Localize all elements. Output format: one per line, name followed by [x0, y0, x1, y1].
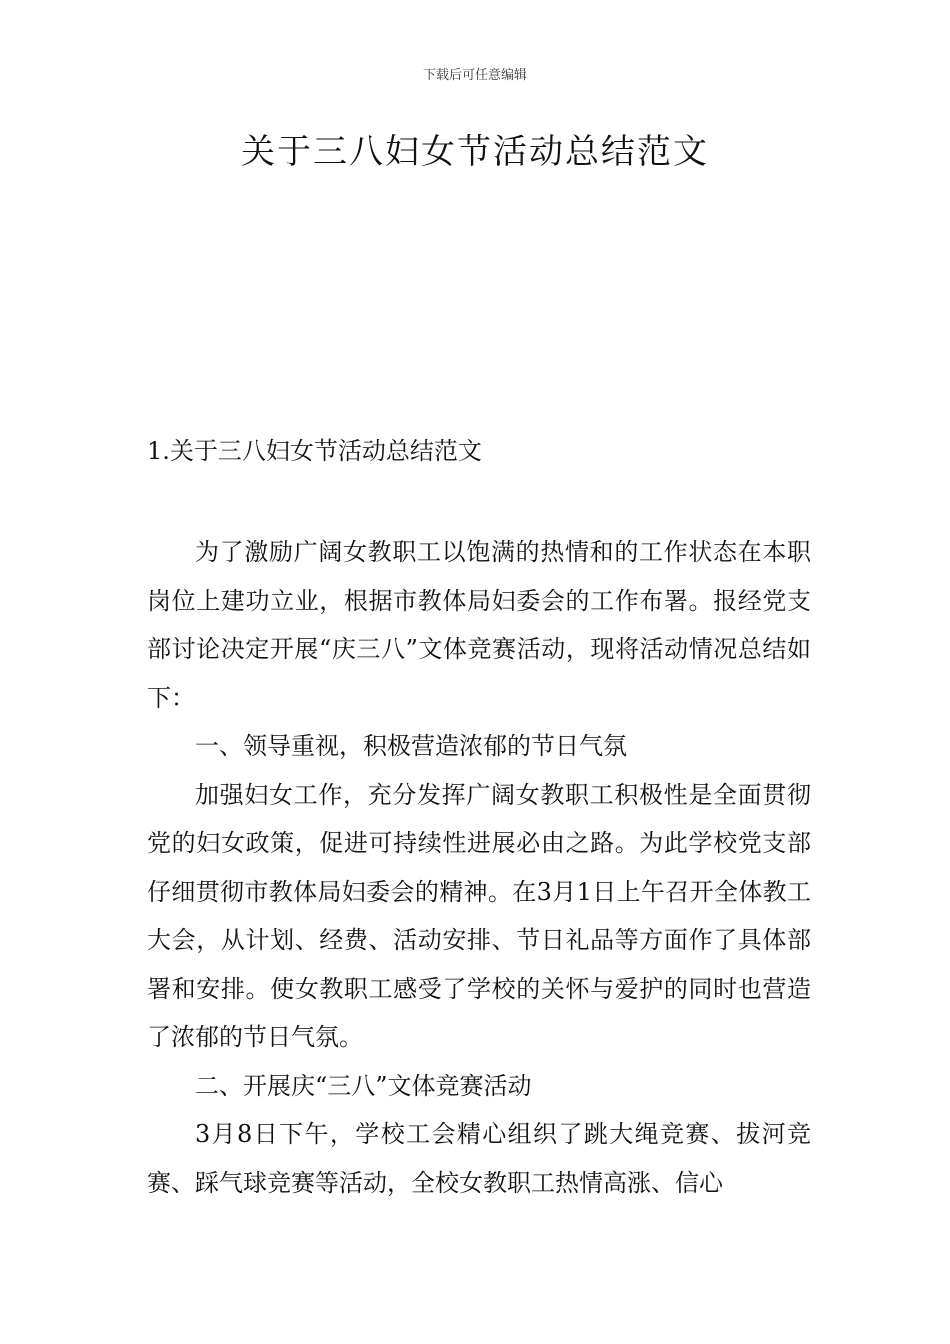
section-heading: 1.关于三八妇女节活动总结范文: [147, 437, 482, 465]
subheading-activities: 二、开展庆“三八”文体竞赛活动: [195, 1071, 532, 1100]
paragraph-activities: 3月8日下午，学校工会精心组织了跳大绳竞赛、拔河竞赛、踩气球竞赛等活动，全校女教职工热情高涨、信心: [147, 1120, 811, 1197]
document-title: 关于三八妇女节活动总结范文: [241, 132, 709, 172]
subheading-leadership: 一、领导重视，积极营造浓郁的节日气氛: [195, 732, 627, 760]
header-note: 下载后可任意编辑: [422, 68, 527, 83]
body-text: [147, 528, 811, 1207]
paragraph-intro: 为了激励广阔女教职工以饱满的热情和的工作状态在本职岗位上建功立业，根据市教体局妇委会的工作布署。报经党支部讨论决定开展“庆三八”文体竞赛活动，现将活动情况总结如下：: [147, 538, 811, 712]
paragraph-leadership: 加强妇女工作，充分发挥广阔女教职工积极性是全面贯彻党的妇女政策，促进可持续性进展必由之路。为此学校党支部仔细贯彻市教体局妇委会的精神。在3月1日上午召开全体教工大会，从计划、经费、活动安排、节日礼品等方面作了具体部署和安排。使女教职工感受了学校的关怀与爱护的同时也营造了浓郁的节日气氛。: [147, 780, 811, 1051]
